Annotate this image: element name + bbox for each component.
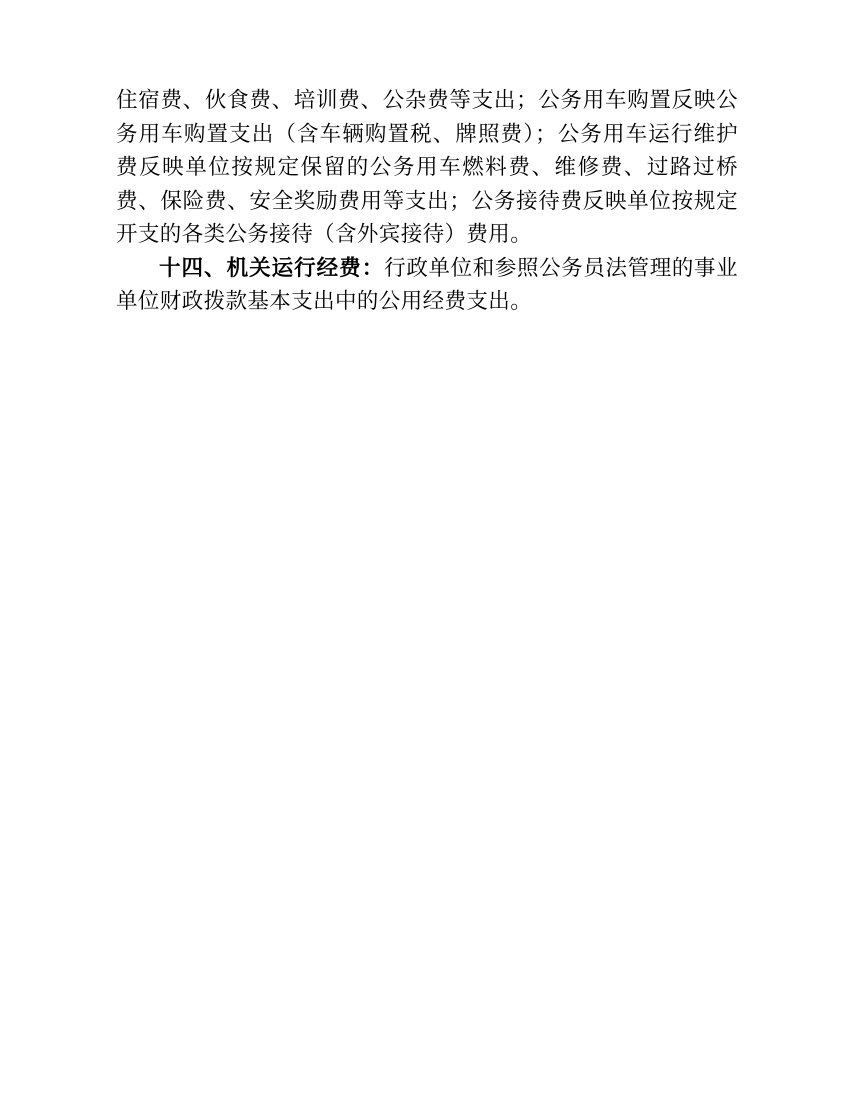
- section-heading-body: 行政单位和参照公务员法管理的事业单位财政拨款基本支出中的公用经费支出。: [116, 255, 738, 314]
- paragraph-expense-definitions: [116, 84, 738, 252]
- document-body: [116, 84, 738, 319]
- paragraph-text: 住宿费、伙食费、培训费、公杂费等支出；公务用车购置反映公务用车购置支出（含车辆购置税、牌照费）；公务用车运行维护费反映单位按规定保留的公务用车燃料费、维修费、过路过桥费、保险费、安全奖励费用等支出；公务接待费反映单位按规定开支的各类公务接待（含外宾接待）费用。: [116, 88, 738, 247]
- section-heading-label: 十四、机关运行经费：: [159, 255, 385, 281]
- paragraph-item-fourteen: [116, 252, 738, 319]
